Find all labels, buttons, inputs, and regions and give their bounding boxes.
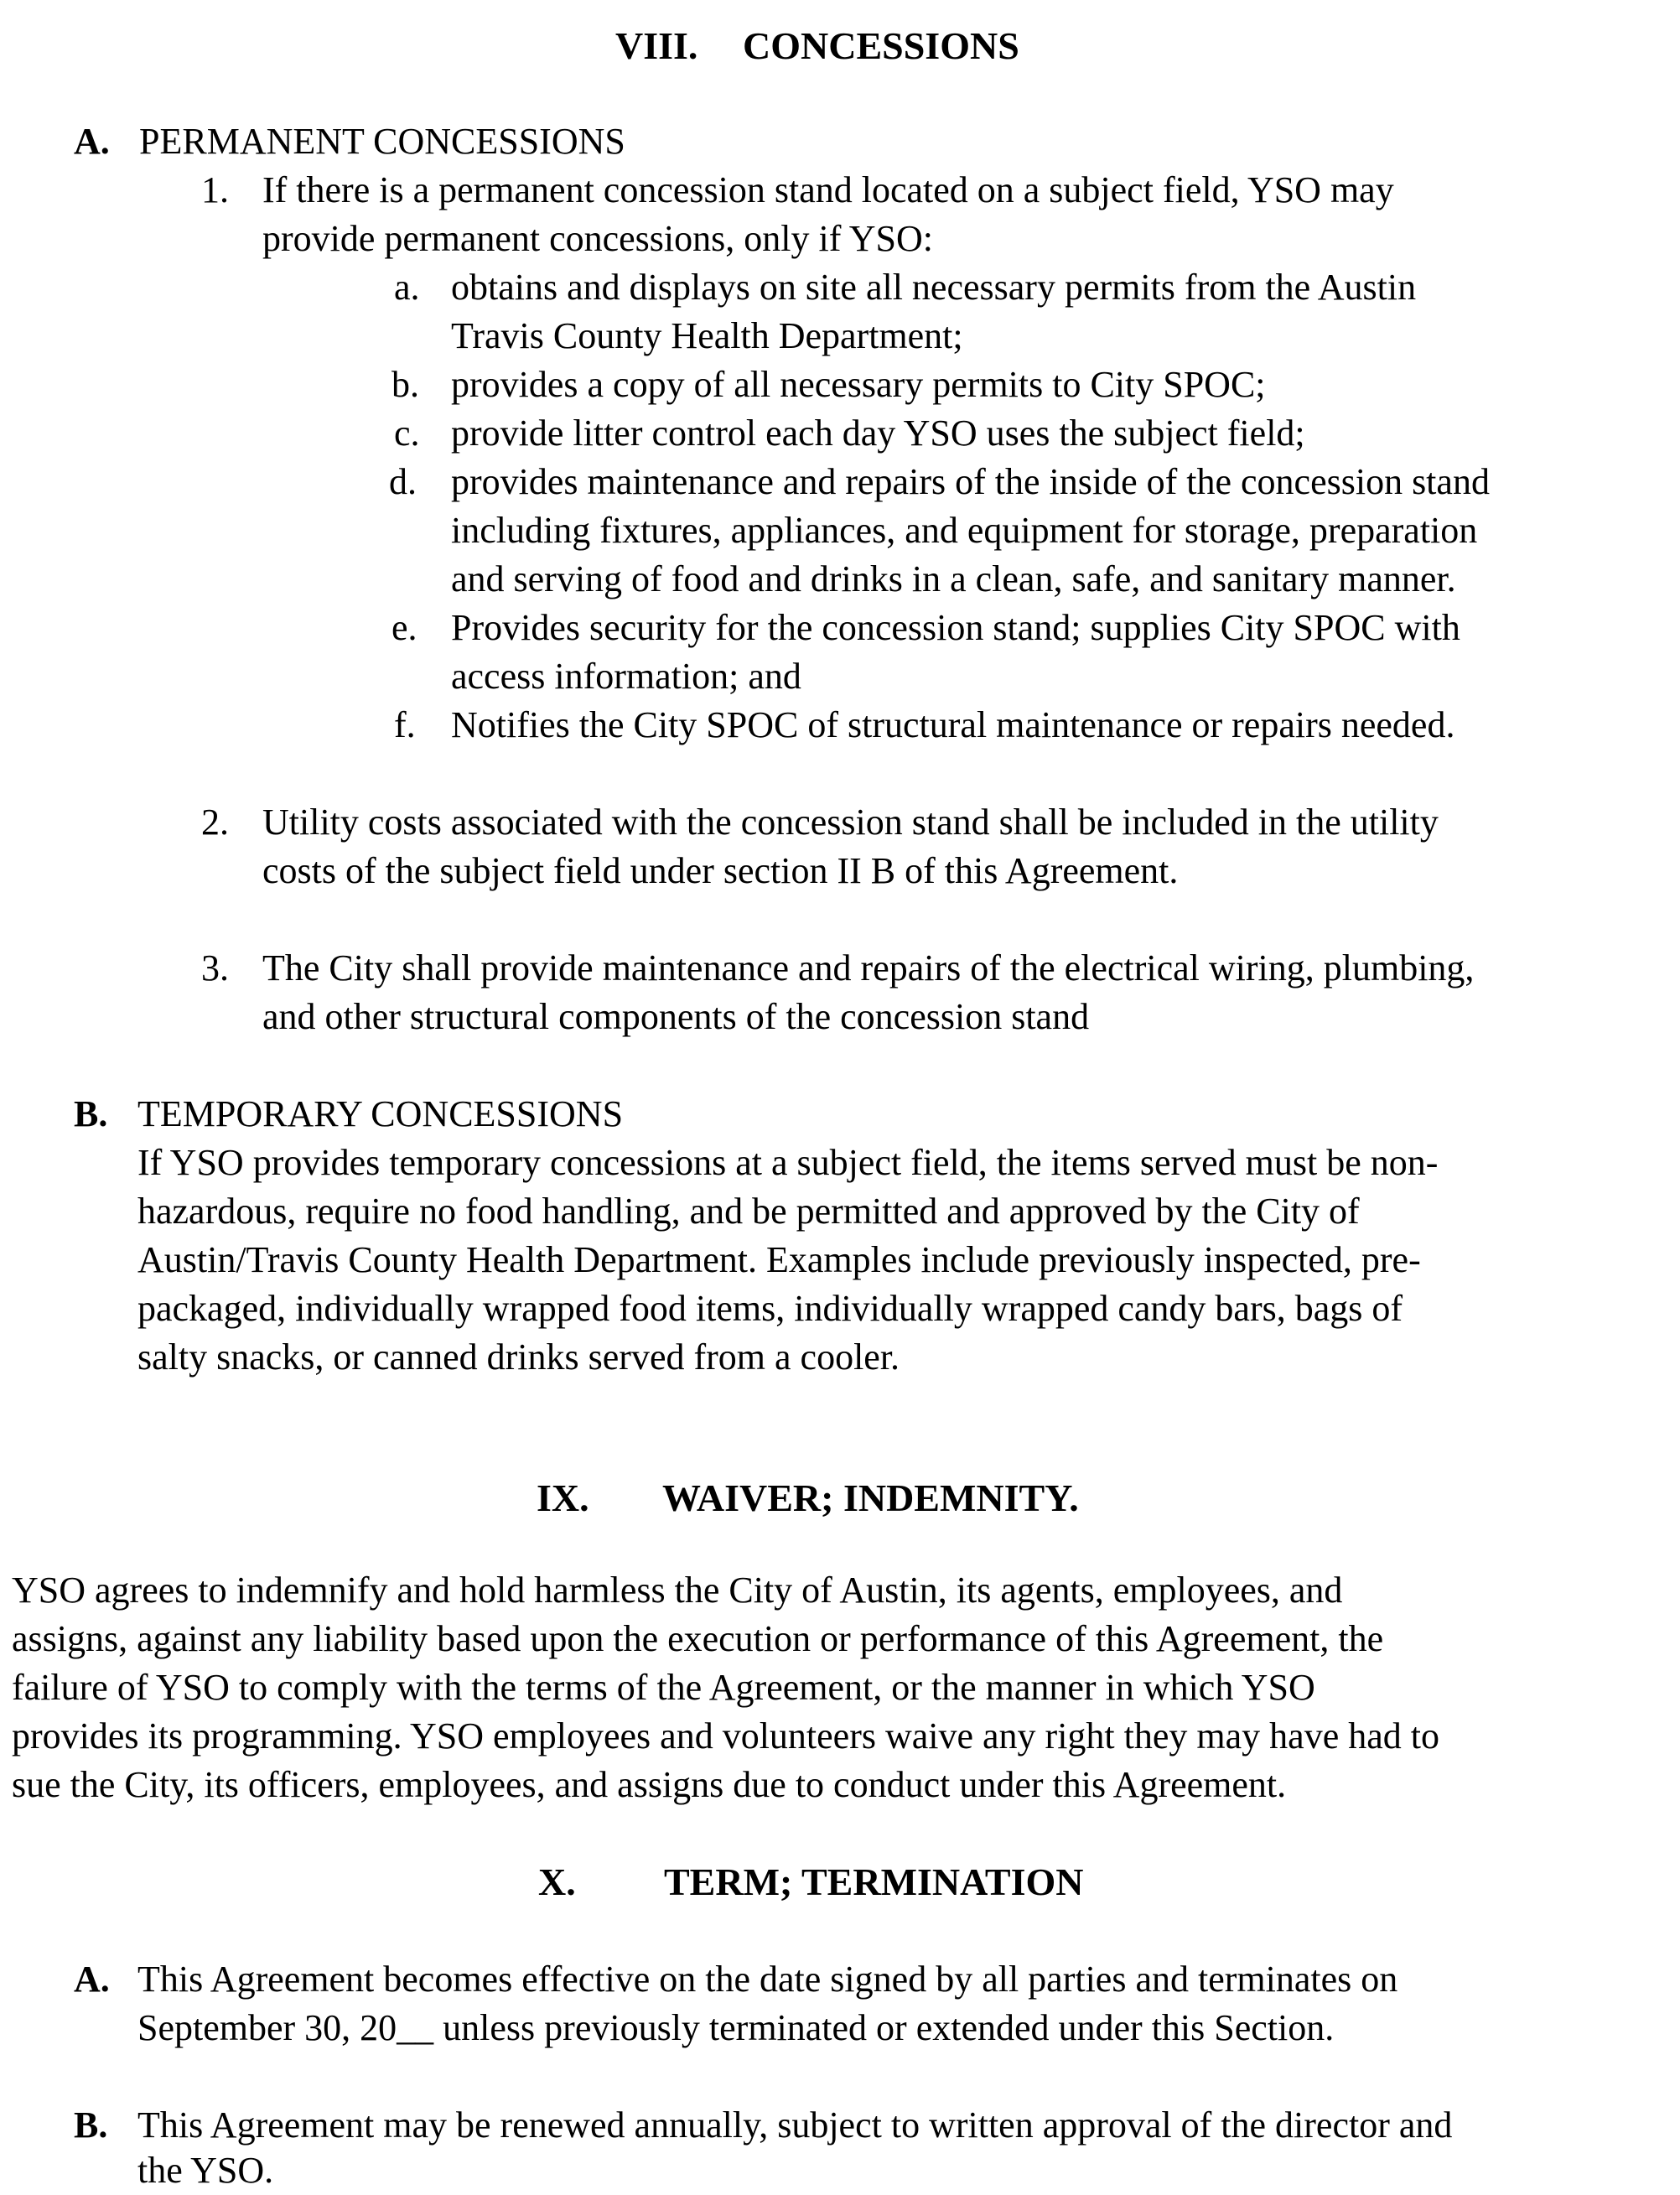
- section-ix-line-3: failure of YSO to comply with the terms of the Agreement, or the manner in which YSO: [12, 1667, 1315, 1708]
- section-x-number: X.: [538, 1860, 576, 1903]
- section-x-b-line-1: This Agreement may be renewed annually, subject to written approval of the director and: [137, 2104, 1453, 2146]
- item-1-line-1: If there is a permanent concession stand located on a subject field, YSO may: [262, 169, 1394, 210]
- item-2-number: 2.: [201, 802, 229, 843]
- sub-b-title: TEMPORARY CONCESSIONS: [137, 1093, 624, 1134]
- item-1-line-2: provide permanent concessions, only if YSO:: [262, 218, 933, 259]
- sub-b-line-1: If YSO provides temporary concessions at a subject field, the items served must be non-: [137, 1142, 1439, 1183]
- subitem-b-line-1: provides a copy of all necessary permits to City SPOC;: [451, 364, 1266, 405]
- section-x-title: TERM; TERMINATION: [664, 1860, 1084, 1903]
- subitem-e-marker: e.: [391, 607, 417, 648]
- subitem-d-line-2: including fixtures, appliances, and equipment for storage, preparation: [451, 510, 1478, 551]
- sub-a-title: PERMANENT CONCESSIONS: [139, 121, 625, 162]
- sub-a-marker: A.: [74, 121, 110, 162]
- section-ix-number: IX.: [537, 1476, 589, 1519]
- section-x-a-line-2: September 30, 20__ unless previously terminated or extended under this Section.: [137, 2007, 1335, 2048]
- item-2-line-2: costs of the subject field under section II B of this Agreement.: [262, 850, 1179, 891]
- subitem-d-marker: d.: [389, 461, 417, 502]
- subitem-a-marker: a.: [394, 267, 420, 308]
- section-x-b-line-2: the YSO.: [137, 2150, 274, 2191]
- section-x-a-marker: A.: [74, 1959, 110, 2000]
- subitem-d-line-3: and serving of food and drinks in a clean, safe, and sanitary manner.: [451, 558, 1456, 599]
- section-ix-line-2: assigns, against any liability based upon the execution or performance of this Agreement, the: [12, 1618, 1384, 1659]
- section-viii-number: VIII.: [615, 24, 698, 67]
- subitem-e-line-1: Provides security for the concession stand; supplies City SPOC with: [451, 607, 1460, 648]
- item-1-number: 1.: [201, 169, 229, 210]
- section-ix-line-4: provides its programming. YSO employees and volunteers waive any right they may have had to: [12, 1715, 1439, 1757]
- item-3-number: 3.: [201, 947, 229, 989]
- sub-b-line-2: hazardous, require no food handling, and be permitted and approved by the City of: [137, 1191, 1360, 1232]
- subitem-d-line-1: provides maintenance and repairs of the inside of the concession stand: [451, 461, 1490, 502]
- section-ix-line-5: sue the City, its officers, employees, and assigns due to conduct under this Agreement.: [12, 1764, 1287, 1805]
- sub-b-marker: B.: [74, 1093, 108, 1134]
- subitem-a-line-2: Travis County Health Department;: [451, 315, 963, 356]
- sub-b-line-5: salty snacks, or canned drinks served from a cooler.: [137, 1336, 900, 1378]
- item-3-line-1: The City shall provide maintenance and repairs of the electrical wiring, plumbing,: [262, 947, 1475, 989]
- subitem-f-line-1: Notifies the City SPOC of structural maintenance or repairs needed.: [451, 704, 1455, 745]
- section-x-b-marker: B.: [74, 2104, 108, 2146]
- sub-b-line-3: Austin/Travis County Health Department. Examples include previously inspected, pre-: [137, 1239, 1421, 1280]
- subitem-f-marker: f.: [394, 704, 416, 745]
- subitem-c-line-1: provide litter control each day YSO uses the subject field;: [451, 413, 1305, 454]
- subitem-a-line-1: obtains and displays on site all necessary permits from the Austin: [451, 267, 1417, 308]
- item-3-line-2: and other structural components of the concession stand: [262, 996, 1090, 1037]
- section-ix-line-1: YSO agrees to indemnify and hold harmless the City of Austin, its agents, employees, and: [12, 1570, 1343, 1611]
- subitem-c-marker: c.: [394, 413, 420, 454]
- sub-b-line-4: packaged, individually wrapped food items, individually wrapped candy bars, bags of: [137, 1288, 1403, 1329]
- subitem-b-marker: b.: [391, 364, 419, 405]
- subitem-e-line-2: access information; and: [451, 656, 801, 697]
- section-viii-title: CONCESSIONS: [743, 24, 1019, 67]
- section-ix-title: WAIVER; INDEMNITY.: [662, 1476, 1079, 1519]
- section-x-a-line-1: This Agreement becomes effective on the date signed by all parties and terminates on: [137, 1959, 1398, 2000]
- item-2-line-1: Utility costs associated with the concession stand shall be included in the utility: [262, 802, 1439, 843]
